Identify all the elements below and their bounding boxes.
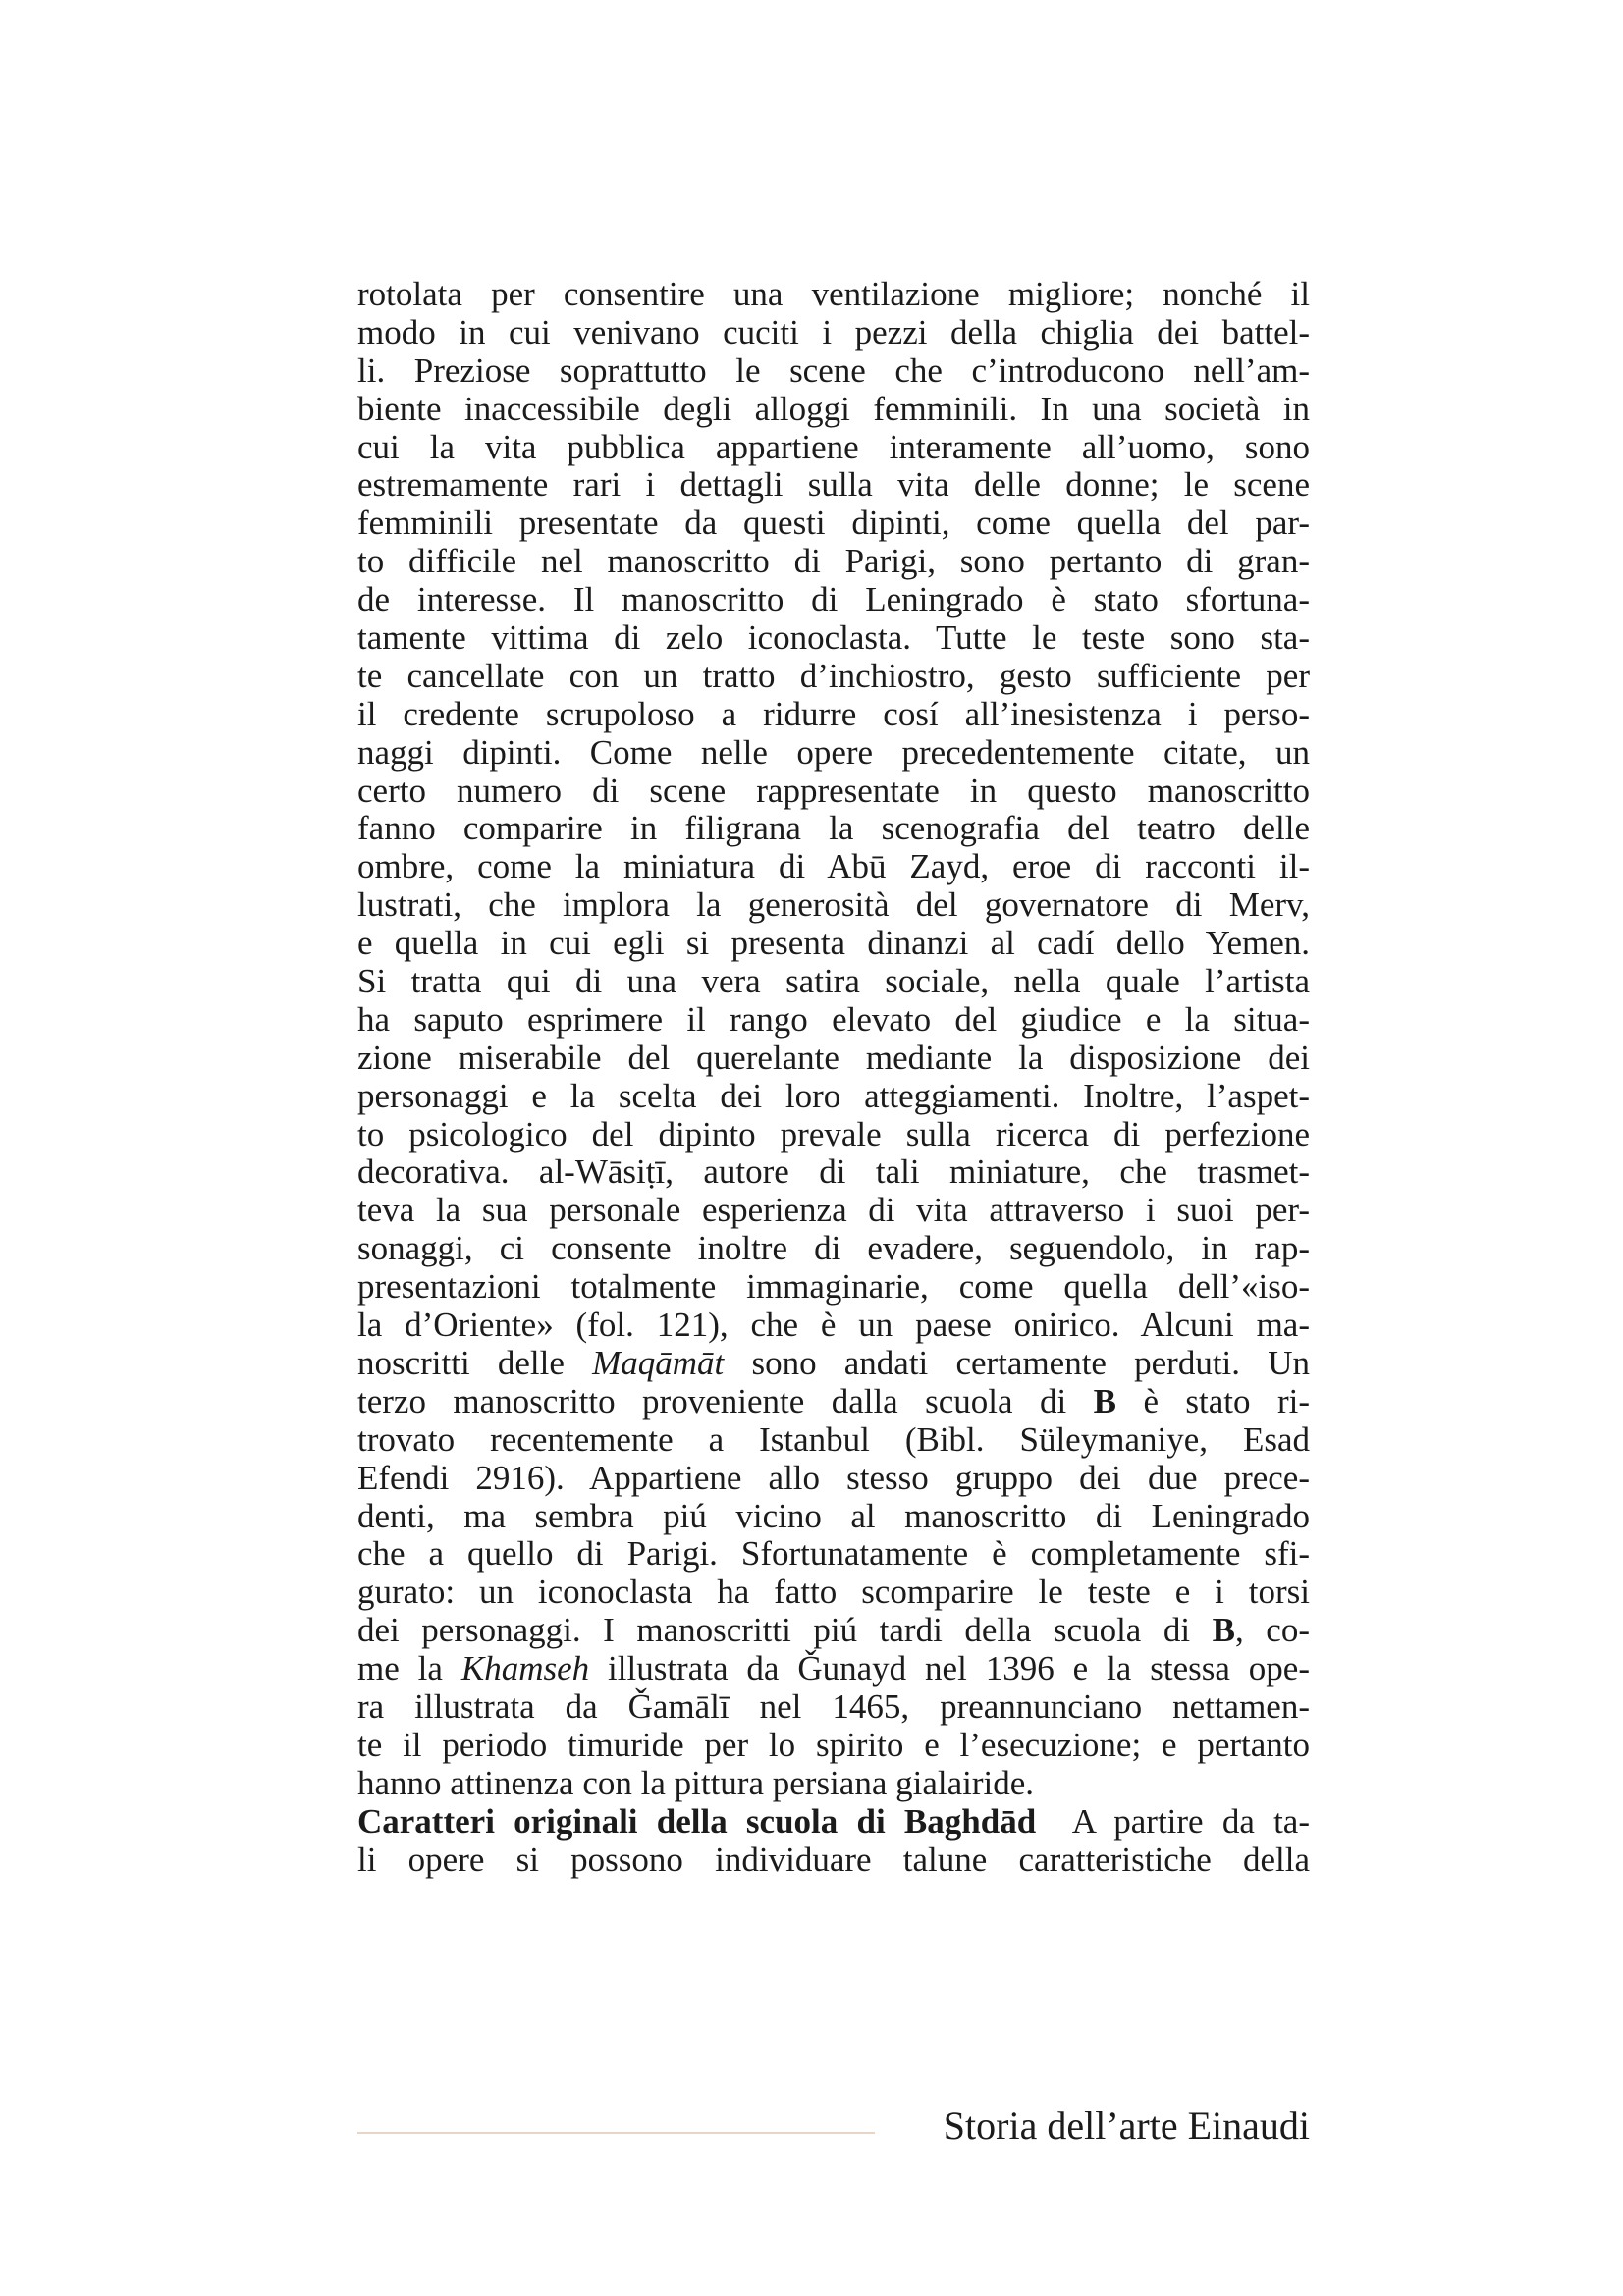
text-line: presentazioni totalmente immaginarie, come quella dell’«iso-	[357, 1267, 1310, 1307]
text-run: illustrata da Ǧunayd nel 1396 e la stessa ope-	[589, 1649, 1310, 1688]
text-run: , co-	[1235, 1611, 1310, 1650]
text-line: femminili presentate da questi dipinti, come quella del par-	[357, 504, 1310, 543]
text-run: noscritti delle	[357, 1343, 593, 1382]
text-line: de interesse. Il manoscritto di Leningrado è stato sfortuna-	[357, 580, 1310, 619]
text-line: decorativa. al-Wāsiṭī, autore di tali miniature, che trasmet-	[357, 1152, 1310, 1192]
text-line: personaggi e la scelta dei loro atteggiamenti. Inoltre, l’aspet-	[357, 1076, 1310, 1115]
text-line: denti, ma sembra piú vicino al manoscritto di Leningrado	[357, 1496, 1310, 1535]
text-line: li opere si possono individuare talune caratteristiche della	[357, 1840, 1310, 1879]
text-line: cui la vita pubblica appartiene interamente all’uomo, sono	[357, 427, 1310, 466]
text-line: trovato recentemente a Istanbul (Bibl. Süleymaniye, Esad	[357, 1419, 1310, 1459]
text-line	[357, 1650, 1310, 1688]
text-line: to difficile nel manoscritto di Parigi, sono pertanto di gran-	[357, 542, 1310, 581]
text-line: te il periodo timuride per lo spirito e l’esecuzione; e pertanto	[357, 1725, 1310, 1764]
text-line: sonaggi, ci consente inoltre di evadere, seguendolo, in rap-	[357, 1229, 1310, 1268]
text-line: lustrati, che implora la generosità del governatore di Merv,	[357, 885, 1310, 925]
text-line: il credente scrupoloso a ridurre cosí all’inesistenza i perso-	[357, 694, 1310, 733]
text-line: ha saputo esprimere il rango elevato del giudice e la situa-	[357, 999, 1310, 1039]
text-line: tamente vittima di zelo iconoclasta. Tutte le teste sono sta-	[357, 618, 1310, 658]
text-line	[357, 1383, 1310, 1421]
body-text	[357, 276, 1310, 1879]
text-line: e quella in cui egli si presenta dinanzi al cadí dello Yemen.	[357, 924, 1310, 963]
text-run: è stato ri-	[1116, 1381, 1310, 1420]
text-line: to psicologico del dipinto prevale sulla ricerca di perfezione	[357, 1114, 1310, 1153]
text-run: me la	[357, 1649, 461, 1688]
bold-school-label: B	[1212, 1611, 1235, 1650]
text-line: gurato: un iconoclasta ha fatto scomparire le teste e i torsi	[357, 1573, 1310, 1612]
text-line: fanno comparire in filigrana la scenografia del teatro delle	[357, 809, 1310, 848]
text-line	[357, 1803, 1310, 1842]
text-line: certo numero di scene rappresentate in questo manoscritto	[357, 771, 1310, 810]
text-line: Si tratta qui di una vera satira sociale, nella quale l’artista	[357, 962, 1310, 1001]
italic-title: Maqāmāt	[592, 1343, 725, 1382]
text-line: ra illustrata da Ǧamālī nel 1465, preannunciano nettamen-	[357, 1686, 1310, 1726]
text-line	[357, 1612, 1310, 1650]
text-line: hanno attinenza con la pittura persiana gialairide.	[357, 1763, 1035, 1802]
text-line: estremamente rari i dettagli sulla vita delle donne; le scene	[357, 465, 1310, 505]
text-line	[357, 1345, 1310, 1383]
text-line: biente inaccessibile degli alloggi femminili. In una società in	[357, 389, 1310, 428]
text-line: la d’Oriente» (fol. 121), che è un paese onirico. Alcuni ma-	[357, 1306, 1310, 1345]
text-line: teva la sua personale esperienza di vita attraverso i suoi per-	[357, 1191, 1310, 1230]
text-line: te cancellate con un tratto d’inchiostro, gesto sufficiente per	[357, 656, 1310, 695]
text-line: modo in cui venivano cuciti i pezzi della chiglia dei battel-	[357, 312, 1310, 351]
text-line: ombre, come la miniatura di Abū Zayd, eroe di racconti il-	[357, 847, 1310, 886]
text-line: zione miserabile del querelante mediante la disposizione dei	[357, 1038, 1310, 1077]
italic-title: Khamseh	[460, 1649, 590, 1688]
text-run: terzo manoscritto proveniente dalla scuola di	[357, 1381, 1094, 1420]
text-line: Efendi 2916). Appartiene allo stesso gruppo dei due prece-	[357, 1458, 1310, 1497]
footer-title: Storia dell’arte Einaudi	[943, 2104, 1310, 2148]
section-heading: Caratteri originali della scuola di Baghdād	[357, 1801, 1037, 1841]
text-line: rotolata per consentire una ventilazione migliore; nonché il	[357, 275, 1310, 313]
footer-rule	[357, 2132, 875, 2134]
bold-school-label: B	[1093, 1381, 1117, 1420]
text-line: li. Preziose soprattutto le scene che c’introducono nell’am-	[357, 350, 1310, 390]
text-run: sono andati certamente perduti. Un	[724, 1343, 1310, 1382]
text-run: A partire da ta-	[1036, 1801, 1310, 1841]
text-line: che a quello di Parigi. Sfortunatamente è completamente sfi-	[357, 1534, 1310, 1574]
text-run: dei personaggi. I manoscritti piú tardi della scuola di	[357, 1611, 1213, 1650]
text-line: naggi dipinti. Come nelle opere precedentemente citate, un	[357, 732, 1310, 772]
